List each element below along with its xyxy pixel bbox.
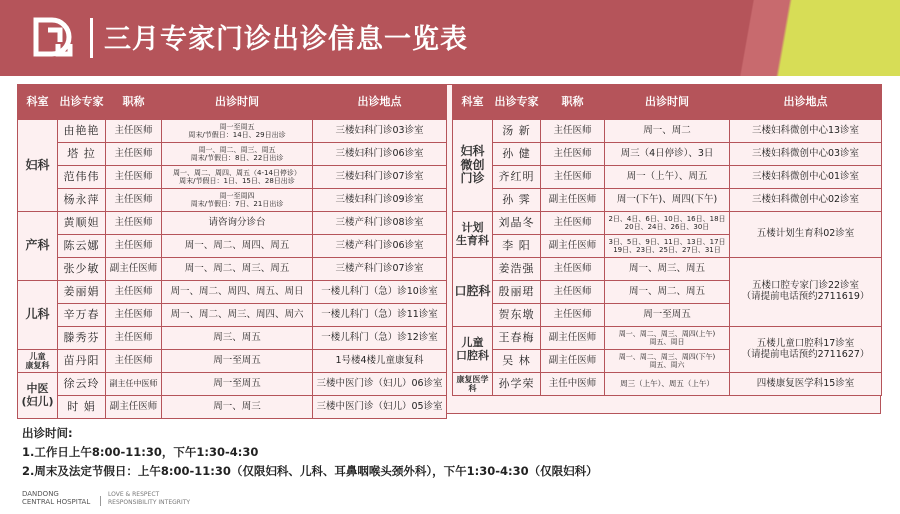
clinic-time: 周一、周二、周三、周四(上午) 周五、周日 <box>605 327 730 350</box>
doctor-name: 孙学荣 <box>493 373 541 396</box>
clinic-place: 三楼妇科门诊06诊室 <box>313 143 447 166</box>
clinic-time: 周一、周二、周四、周五 <box>162 235 313 258</box>
doctor-title: 主任医师 <box>106 327 162 350</box>
doctor-name: 贺东墩 <box>493 304 541 327</box>
clinic-place: 五楼口腔专家门诊22诊室 （请提前电话预约2711619） <box>730 258 882 327</box>
clinic-place: 三楼妇科微创中心01诊室 <box>730 166 882 189</box>
clinic-place: 三楼妇科微创中心13诊室 <box>730 120 882 143</box>
doctor-name: 刘晶冬 <box>493 212 541 235</box>
dept-cell: 计划 生育科 <box>453 212 493 258</box>
table-row <box>453 189 882 212</box>
clinic-place: 五楼计划生育科02诊室 <box>730 212 882 258</box>
doctor-title: 副主任医师 <box>106 258 162 281</box>
clinic-place: 三楼妇科门诊03诊室 <box>313 120 447 143</box>
clinic-place: 三楼妇科门诊07诊室 <box>313 166 447 189</box>
doctor-title: 副主任中医师 <box>106 373 162 396</box>
doctor-name: 姜浩强 <box>493 258 541 281</box>
clinic-place: 三楼妇科门诊09诊室 <box>313 189 447 212</box>
doctor-name: 姜丽娟 <box>58 281 106 304</box>
col-doctor: 出诊专家 <box>493 85 541 120</box>
clinic-place: 一楼儿科门（急）诊12诊室 <box>313 327 447 350</box>
clinic-time: 3日、5日、9日、11日、13日、17日 19日、23日、25日、27日、31日 <box>605 235 730 258</box>
doctor-name: 辛万春 <box>58 304 106 327</box>
doctor-title: 主任医师 <box>106 281 162 304</box>
dept-cell: 儿童 口腔科 <box>453 327 493 373</box>
doctor-name: 时 娟 <box>58 396 106 419</box>
hospital-logo-icon <box>30 14 76 60</box>
clinic-place: 四楼康复医学科15诊室 <box>730 373 882 396</box>
clinic-time: 周一（上午）、周五 <box>605 166 730 189</box>
table-row <box>18 373 447 396</box>
table-row <box>18 143 447 166</box>
doctor-title: 主任医师 <box>106 189 162 212</box>
clinic-time: 周一至周五 <box>162 373 313 396</box>
col-time: 出诊时间 <box>162 85 313 120</box>
doctor-name: 杨永萍 <box>58 189 106 212</box>
clinic-time: 周一至周五 <box>605 304 730 327</box>
clinic-time: 周一、周二、周四、周五、周日 <box>162 281 313 304</box>
clinic-place: 三楼中医门诊（妇儿）06诊室 <box>313 373 447 396</box>
doctor-title: 主任中医师 <box>541 373 605 396</box>
doctor-name: 汤 新 <box>493 120 541 143</box>
dept-cell: 妇科 <box>18 120 58 212</box>
table-row <box>18 235 447 258</box>
dept-cell: 中医 (妇儿) <box>18 373 58 419</box>
clinic-time: 周一(下午)、周四(下午) <box>605 189 730 212</box>
doctor-name: 李 阳 <box>493 235 541 258</box>
doctor-name: 吴 林 <box>493 350 541 373</box>
doctor-title: 主任医师 <box>541 281 605 304</box>
table-row <box>453 212 882 235</box>
clinic-place: 三楼妇科微创中心03诊室 <box>730 143 882 166</box>
doctor-title: 主任医师 <box>106 304 162 327</box>
doctor-name: 王春梅 <box>493 327 541 350</box>
clinic-time: 周一、周二、周四、周五（4-14日停诊） 周末/节假日：1日、15日、28日出诊 <box>162 166 313 189</box>
table-row <box>18 258 447 281</box>
doctor-name: 苗丹阳 <box>58 350 106 373</box>
doctor-title: 主任医师 <box>106 143 162 166</box>
clinic-time: 周一、周二、周三、周五 <box>162 258 313 281</box>
table-row <box>453 327 882 350</box>
col-place: 出诊地点 <box>313 85 447 120</box>
doctor-title: 主任医师 <box>541 258 605 281</box>
clinic-place: 一楼儿科门（急）诊11诊室 <box>313 304 447 327</box>
dept-cell: 口腔科 <box>453 258 493 327</box>
clinic-place: 1号楼4楼儿童康复科 <box>313 350 447 373</box>
clinic-place: 三楼中医门诊（妇儿）05诊室 <box>313 396 447 419</box>
footer-hospital-logo: DANDONG CENTRAL HOSPITAL <box>22 490 91 506</box>
dept-cell: 妇科 微创 门诊 <box>453 120 493 212</box>
clinic-time: 周一、周二 <box>605 120 730 143</box>
doctor-name: 孙 霁 <box>493 189 541 212</box>
doctor-title: 主任医师 <box>541 143 605 166</box>
clinic-place: 一楼儿科门（急）诊10诊室 <box>313 281 447 304</box>
table-row <box>18 396 447 419</box>
header-banner <box>0 0 900 76</box>
clinic-time: 周三（4日停诊）、3日 <box>605 143 730 166</box>
doctor-name: 滕秀芬 <box>58 327 106 350</box>
doctor-title: 主任医师 <box>106 166 162 189</box>
table-row <box>453 143 882 166</box>
table-row <box>18 166 447 189</box>
col-time: 出诊时间 <box>605 85 730 120</box>
doctor-name: 陈云娜 <box>58 235 106 258</box>
table-row <box>18 327 447 350</box>
doctor-name: 范伟伟 <box>58 166 106 189</box>
clinic-place: 三楼产科门诊07诊室 <box>313 258 447 281</box>
dept-cell: 儿科 <box>18 281 58 350</box>
table-row <box>453 373 882 396</box>
clinic-place: 三楼产科门诊08诊室 <box>313 212 447 235</box>
clinic-time: 周一至周四 周末/节假日：7日、21日出诊 <box>162 189 313 212</box>
clinic-time: 请咨询分诊台 <box>162 212 313 235</box>
clinic-time: 周一至周五 <box>162 350 313 373</box>
doctor-title: 主任医师 <box>541 166 605 189</box>
doctor-title: 主任医师 <box>541 120 605 143</box>
doctor-title: 主任医师 <box>541 212 605 235</box>
banner-accent-stripe <box>680 0 900 76</box>
col-dept: 科室 <box>453 85 493 120</box>
doctor-title: 副主任医师 <box>541 350 605 373</box>
dept-cell: 康复医学科 <box>453 373 493 396</box>
table-header-row <box>18 85 447 120</box>
doctor-title: 副主任医师 <box>541 189 605 212</box>
table-header-row <box>453 85 882 120</box>
table-row <box>453 258 882 281</box>
footer-divider <box>100 496 101 506</box>
page-title: 三月专家门诊出诊信息一览表 <box>104 24 468 55</box>
doctor-title: 主任医师 <box>106 350 162 373</box>
clinic-time: 周一、周二、周五 <box>605 281 730 304</box>
doctor-title: 副主任医师 <box>541 235 605 258</box>
schedule-table-left <box>17 84 447 419</box>
doctor-name: 殷丽珺 <box>493 281 541 304</box>
doctor-name: 齐红明 <box>493 166 541 189</box>
clinic-time: 周一、周三、周五 <box>605 258 730 281</box>
doctor-title: 主任医师 <box>106 212 162 235</box>
title-separator <box>90 18 93 58</box>
hours-heading: 出诊时间: <box>22 426 73 440</box>
doctor-title: 主任医师 <box>106 120 162 143</box>
table-row <box>18 304 447 327</box>
clinic-time: 周一、周二、周三、周四、周六 <box>162 304 313 327</box>
table-row <box>18 212 447 235</box>
table-row <box>453 120 882 143</box>
col-doctor: 出诊专家 <box>58 85 106 120</box>
doctor-name: 黄顺妲 <box>58 212 106 235</box>
col-title: 职称 <box>106 85 162 120</box>
col-title: 职称 <box>541 85 605 120</box>
dept-cell: 儿童 康复科 <box>18 350 58 373</box>
clinic-time: 周三（上午）、周五（上午） <box>605 373 730 396</box>
doctor-name: 由艳艳 <box>58 120 106 143</box>
clinic-time: 周一、周二、周三、周四(下午) 周五、周六 <box>605 350 730 373</box>
clinic-place: 五楼儿童口腔科17诊室 （请提前电话预约2711627） <box>730 327 882 373</box>
clinic-time: 2日、4日、6日、10日、16日、18日 20日、24日、26日、30日 <box>605 212 730 235</box>
table-row <box>18 350 447 373</box>
footer-tagline: LOVE & RESPECT RESPONSIBILITY INTEGRITY <box>108 491 191 506</box>
schedule-table-right <box>452 84 882 396</box>
clinic-place: 三楼产科门诊06诊室 <box>313 235 447 258</box>
doctor-title: 副主任医师 <box>106 396 162 419</box>
clinic-place: 三楼妇科微创中心02诊室 <box>730 189 882 212</box>
hours-line-2: 2.周末及法定节假日：上午8:00-11:30（仅限妇科、儿科、耳鼻咽喉头颈外科），下午1:30-4:30（仅限妇科） <box>22 464 598 478</box>
doctor-title: 主任医师 <box>106 235 162 258</box>
table-row <box>18 189 447 212</box>
doctor-name: 塔 拉 <box>58 143 106 166</box>
clinic-time: 周一、周二、周三、周五 周末/节假日：8日、22日出诊 <box>162 143 313 166</box>
doctor-name: 徐云玲 <box>58 373 106 396</box>
doctor-name: 孙 健 <box>493 143 541 166</box>
col-dept: 科室 <box>18 85 58 120</box>
table-row <box>18 281 447 304</box>
doctor-title: 副主任医师 <box>541 327 605 350</box>
clinic-time: 周三、周五 <box>162 327 313 350</box>
clinic-hours-section <box>22 424 598 481</box>
clinic-time: 周一、周三 <box>162 396 313 419</box>
col-place: 出诊地点 <box>730 85 882 120</box>
table-row <box>18 120 447 143</box>
dept-cell: 产科 <box>18 212 58 281</box>
table-row <box>453 166 882 189</box>
clinic-time: 周一至周五 周末/节假日：14日、29日出诊 <box>162 120 313 143</box>
doctor-name: 张少敏 <box>58 258 106 281</box>
doctor-title: 主任医师 <box>541 304 605 327</box>
hours-line-1: 1.工作日上午8:00-11:30，下午1:30-4:30 <box>22 445 259 459</box>
